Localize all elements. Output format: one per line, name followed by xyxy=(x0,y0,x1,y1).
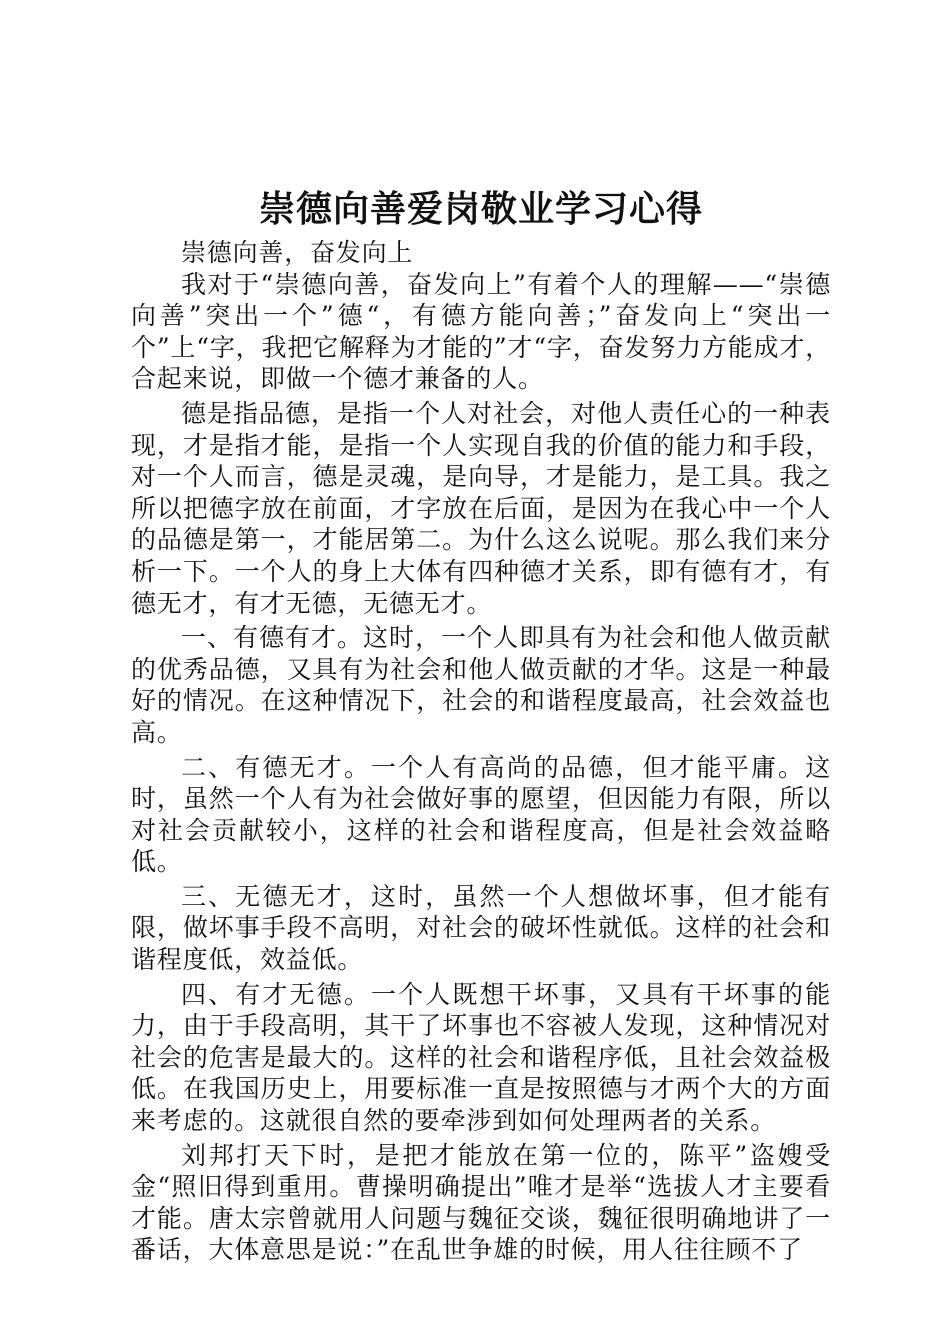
paragraph-point-one: 一、有德有才。这时，一个人即具有为社会和他人做贡献的优秀品德，又具有为社会和他人做贡献的才华。这是一种最好的情况。在这种情况下，社会的和谐程度最高，社会效益也高。 xyxy=(131,623,831,747)
document-title: 崇德向善爱岗敬业学习心得 xyxy=(258,189,703,230)
paragraph-point-two: 二、有德无才。一个人有高尚的品德，但才能平庸。这时，虽然一个人有为社会做好事的愿望，但因能力有限，所以对社会贡献较小，这样的社会和谐程度高，但是社会效益略低。 xyxy=(131,752,831,877)
paragraph-point-three: 三、无德无才，这时，虽然一个人想做坏事，但才能有限，做坏事手段不高明，对社会的破坏性就低。这样的社会和谐程度低，效益低。 xyxy=(131,881,831,975)
paragraph-point-four: 四、有才无德。一个人既想干坏事，又具有干坏事的能力，由于手段高明，其干了坏事也不容被人发现，这种情况对社会的危害是最大的。这样的社会和谐程序低，且社会效益极低。在我国历史上，用要标准一直是按照德与才两个大的方面来考虑的。这就很自然的要牵涉到如何处理两者的关系。 xyxy=(131,979,831,1136)
document-page xyxy=(131,185,831,1266)
paragraph-virtue-talent: 德是指品德，是指一个人对社会，对他人责任心的一种表现，才是指才能，是指一个人实现自我的价值的能力和手段，对一个人而言，德是灵魂，是向导，才是能力，是工具。我之所以把德字放在前面，才字放在后面，是因为在我心中一个人的品德是第一，才能居第二。为什么这么说呢。那么我们来分析一下。一个人的身上大体有四种德才关系，即有德有才，有德无才，有才无德，无德无才。 xyxy=(131,398,831,618)
paragraph-subtitle: 崇德向善，奋发向上 xyxy=(181,238,414,267)
paragraph-history: 刘邦打天下时，是把才能放在第一位的，陈平”盗嫂受金“照旧得到重用。曹操明确提出”唯才是举“选拔人才主要看才能。唐太宗曾就用人问题与魏征交谈，魏征很明确地讲了一番话，大体意思是说：”在乱世争雄的时候，用人往往顾不了 xyxy=(131,1140,831,1265)
paragraph-understanding: 我对于“崇德向善，奋发向上”有着个人的理解——“崇德向善”突出一个”德“，有德方能向善；”奋发向上“突出一个”上“字，我把它解释为才能的”才“字，奋发努力方能成才，合起来说，即做一个德才兼备的人。 xyxy=(131,269,831,394)
